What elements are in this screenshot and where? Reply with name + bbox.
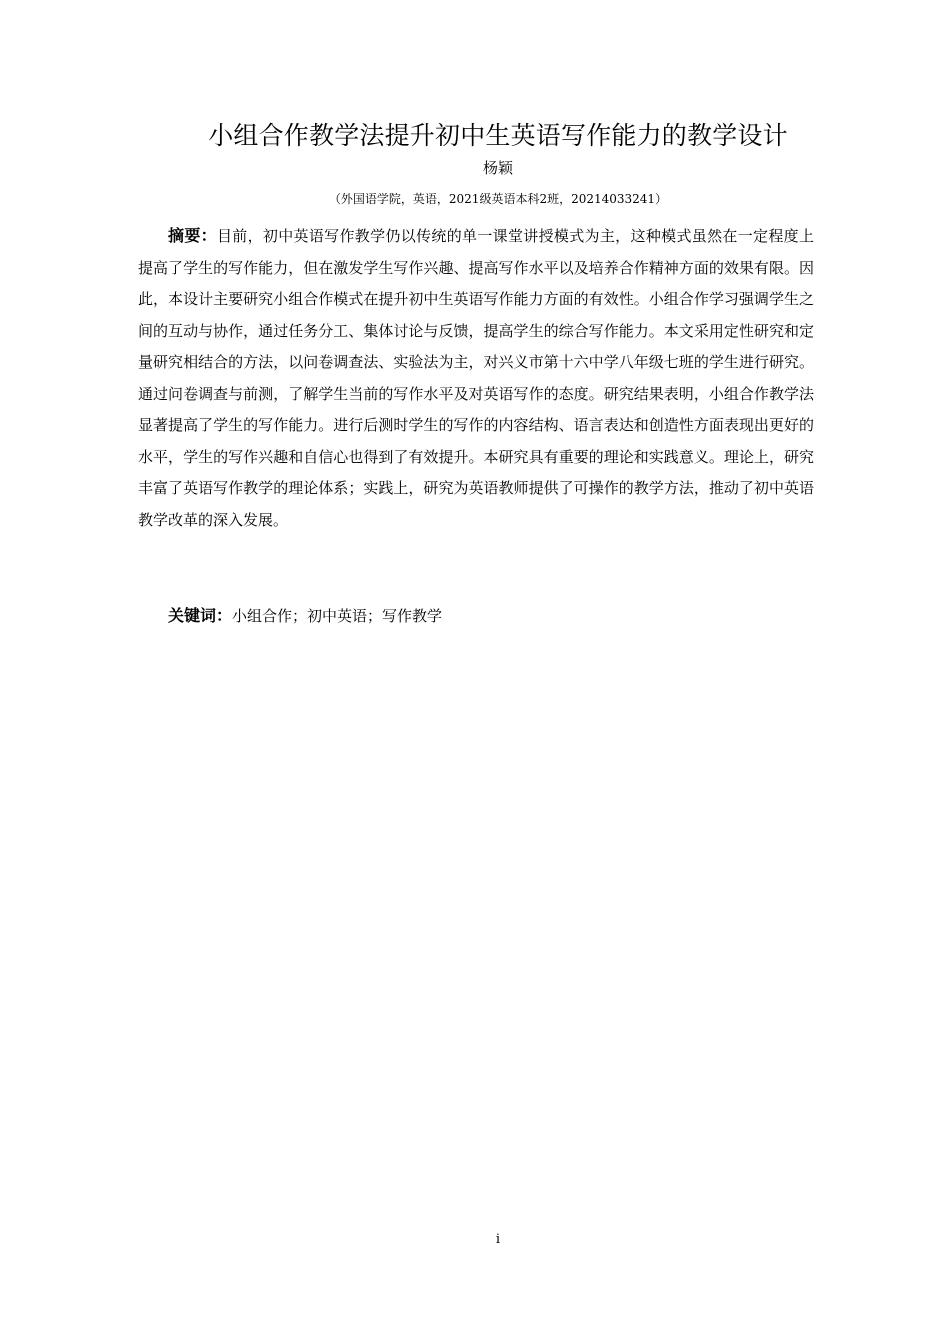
abstract-label: 摘要： [168, 226, 217, 245]
paper-title: 小组合作教学法提升初中生英语写作能力的教学设计 [208, 121, 788, 150]
keywords-line [168, 602, 442, 630]
page-number: i [495, 1232, 501, 1247]
author-name: 杨颖 [482, 159, 513, 177]
keywords-label: 关键词： [168, 606, 233, 625]
keywords-text: 小组合作；初中英语；写作教学 [232, 607, 443, 625]
author-affiliation: （外国语学院，英语，2021级英语本科2班，20214033241） [328, 192, 668, 206]
abstract-paragraph [138, 220, 814, 536]
abstract-text: 目前，初中英语写作教学仍以传统的单一课堂讲授模式为主，这种模式虽然在一定程度上提高了学生的写作能力，但在激发学生写作兴趣、提高写作水平以及培养合作精神方面的效果有限。因此，本设计主要研究小组合作模式在提升初中生英语写作能力方面的有效性。小组合作学习强调学生之间的互动与协作，通过任务分工、集体讨论与反馈，提高学生的综合写作能力。本文采用定性研究和定量研究相结合的方法，以问卷调查法、实验法为主，对兴义市第十六中学八年级七班的学生进行研究。通过问卷调查与前测，了解学生当前的写作水平及对英语写作的态度。研究结果表明，小组合作教学法显著提高了学生的写作能力。进行后测时学生的写作的内容结构、语言表达和创造性方面表现出更好的水平，学生的写作兴趣和自信心也得到了有效提升。本研究具有重要的理论和实践意义。理论上，研究丰富了英语写作教学的理论体系；实践上，研究为英语教师提供了可操作的教学方法，推动了初中英语教学改革的深入发展。 [138, 227, 814, 529]
